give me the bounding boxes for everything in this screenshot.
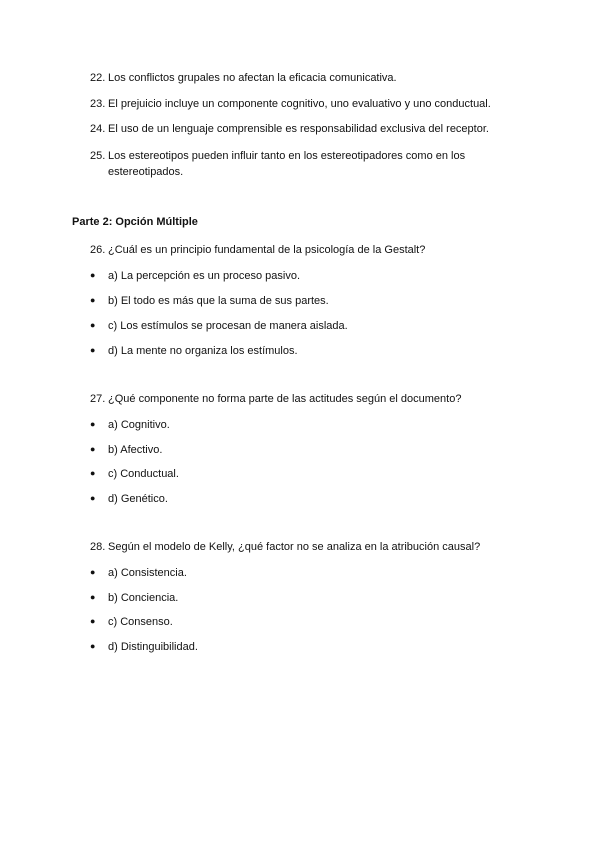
- statement-number: 23.: [90, 98, 106, 110]
- question-26: [90, 242, 520, 258]
- section-heading: Parte 2: Opción Múltiple: [72, 216, 198, 228]
- option-28d: [90, 638, 490, 655]
- statement-text: Los conflictos grupales no afectan la eficacia comunicativa.: [108, 72, 397, 84]
- question-text: Según el modelo de Kelly, ¿qué factor no se analiza en la atribución causal?: [108, 541, 481, 553]
- option-text: b) Afectivo.: [108, 444, 163, 456]
- statement-22: [90, 70, 520, 86]
- option-27b: [90, 441, 490, 458]
- statement-text: Los estereotipos pueden influir tanto en los estereotipadores como en los: [108, 150, 466, 162]
- statement-number: 25.: [90, 150, 106, 162]
- statement-23: [90, 96, 520, 112]
- bullet-icon: ●: [90, 641, 96, 651]
- option-text: a) Consistencia.: [108, 567, 187, 579]
- question-number: 28.: [90, 541, 106, 553]
- option-28c: [90, 613, 490, 630]
- option-28a: [90, 564, 490, 581]
- statement-text-continuation: estereotipados.: [108, 166, 184, 178]
- option-text: d) Genético.: [108, 493, 168, 505]
- statement-24: [90, 121, 520, 137]
- option-28b: [90, 589, 490, 606]
- bullet-icon: ●: [90, 616, 96, 626]
- option-text: c) Los estímulos se procesan de manera aislada.: [108, 320, 348, 332]
- question-27: [90, 391, 520, 407]
- bullet-icon: ●: [90, 444, 96, 454]
- option-text: a) La percepción es un proceso pasivo.: [108, 270, 301, 282]
- bullet-icon: ●: [90, 493, 96, 503]
- option-text: c) Consenso.: [108, 616, 173, 628]
- option-26c: [90, 317, 490, 334]
- statement-text: El uso de un lenguaje comprensible es responsabilidad exclusiva del receptor.: [108, 123, 489, 135]
- bullet-icon: ●: [90, 567, 96, 577]
- option-text: b) El todo es más que la suma de sus partes.: [108, 295, 329, 307]
- option-text: b) Conciencia.: [108, 592, 179, 604]
- question-number: 27.: [90, 393, 106, 405]
- statement-text: El prejuicio incluye un componente cognitivo, uno evaluativo y uno conductual.: [108, 98, 491, 110]
- statement-number: 24.: [90, 123, 106, 135]
- statement-25: [90, 148, 520, 180]
- bullet-icon: ●: [90, 345, 96, 355]
- bullet-icon: ●: [90, 295, 96, 305]
- bullet-icon: ●: [90, 270, 96, 280]
- option-26b: [90, 292, 490, 309]
- question-text: ¿Cuál es un principio fundamental de la psicología de la Gestalt?: [108, 244, 426, 256]
- option-text: c) Conductual.: [108, 468, 179, 480]
- option-27d: [90, 490, 490, 507]
- option-text: d) Distinguibilidad.: [108, 641, 198, 653]
- question-28: [90, 539, 520, 555]
- bullet-icon: ●: [90, 592, 96, 602]
- option-26a: [90, 267, 490, 284]
- option-26d: [90, 342, 490, 359]
- bullet-icon: ●: [90, 468, 96, 478]
- question-number: 26.: [90, 244, 106, 256]
- question-text: ¿Qué componente no forma parte de las actitudes según el documento?: [108, 393, 462, 405]
- option-27a: [90, 416, 490, 433]
- statement-number: 22.: [90, 72, 106, 84]
- option-27c: [90, 465, 490, 482]
- bullet-icon: ●: [90, 419, 96, 429]
- option-text: a) Cognitivo.: [108, 419, 170, 431]
- bullet-icon: ●: [90, 320, 96, 330]
- option-text: d) La mente no organiza los estímulos.: [108, 345, 298, 357]
